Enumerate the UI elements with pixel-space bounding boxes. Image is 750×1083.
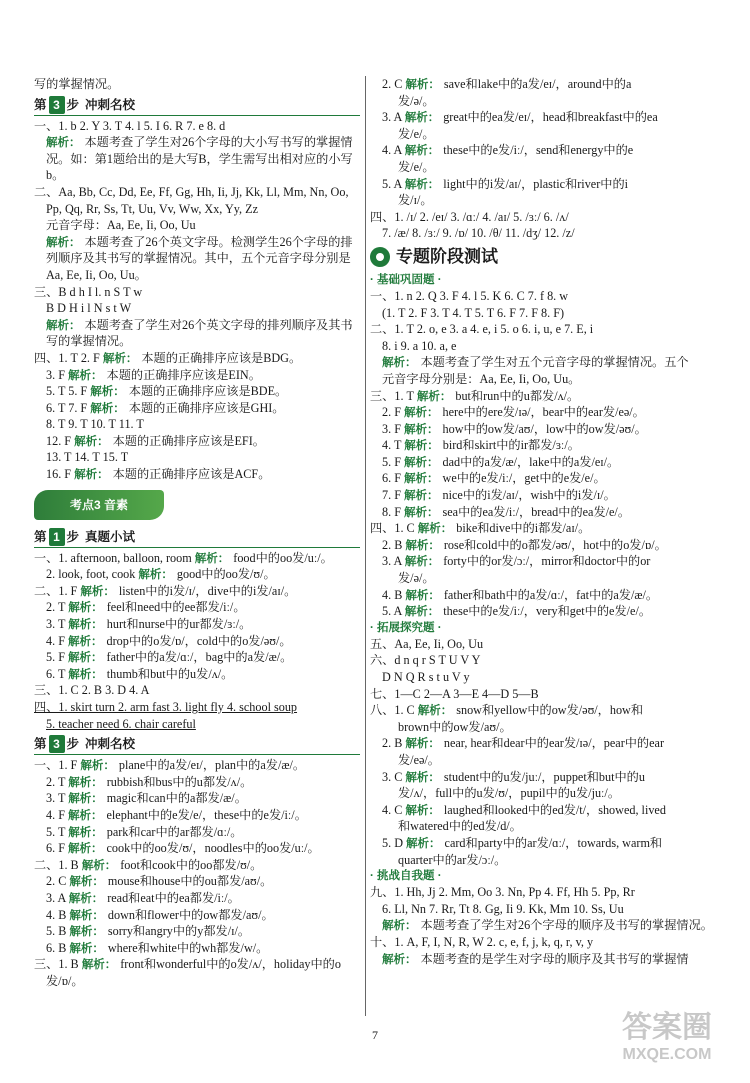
analysis-line: 解析： 本题考查的是学生对字母的顺序及其书写的掌握情 bbox=[382, 951, 689, 966]
answer-line: 四、1. /ɪ/ 2. /eɪ/ 3. /ɑː/ 4. /aɪ/ 5. /ɜː/ 6. /ʌ/ bbox=[370, 209, 569, 224]
analysis-line: 况。如：第1题给出的是大写B，学生需写出相对应的小写 bbox=[46, 151, 353, 166]
section-header bbox=[34, 95, 360, 116]
answer-line: 5. T 5. F 解析： 本题的正确排序应该是BDE。 bbox=[46, 384, 288, 399]
analysis-line: 写的掌握情况。 bbox=[46, 334, 132, 349]
answer-line: 六、d n q r S T U V Y bbox=[370, 653, 481, 668]
analysis-line: Aa, Ee, Ii, Oo, Uu。 bbox=[46, 267, 147, 282]
answer-line: 8. T 9. T 10. T 11. T bbox=[46, 417, 144, 432]
answer-line: 八、1. C 解析： snow和yellow中的ow发/əʊ/，how和 bbox=[370, 703, 644, 718]
answer-line: 5. D 解析： card和party中的ar发/ɑː/，towards, warm和 bbox=[382, 835, 663, 850]
answer-line: 2. look, foot, cook 解析： good中的oo发/ʊ/。 bbox=[46, 567, 276, 582]
column-divider bbox=[365, 76, 366, 1016]
watermark-text: 答案圈 bbox=[622, 1011, 712, 1044]
answer-line: 四、1. T 2. F 解析： 本题的正确排序应该是BDG。 bbox=[34, 350, 302, 365]
analysis-line: 解析： 本题考查了学生对26个字母的顺序及书写的掌握情况。 bbox=[382, 918, 713, 933]
topic-banner bbox=[34, 487, 360, 523]
answer-line: Pp, Qq, Rr, Ss, Tt, Uu, Vv, Ww, Xx, Yy, Zz bbox=[46, 201, 259, 216]
answer-line: 2. C 解析： mouse和house中的ou都发/aʊ/。 bbox=[46, 874, 273, 889]
answer-line: 一、1. F 解析： plane中的a发/eɪ/，plan中的a发/æ/。 bbox=[34, 758, 306, 773]
answer-line: 三、1. B 解析： front和wonderful中的o发/ʌ/，holiday中的o bbox=[34, 957, 341, 972]
analysis-line: 列顺序及其书写的掌握情况。其中，五个元音字母分别是 bbox=[46, 251, 351, 266]
step-suffix: 步 bbox=[66, 97, 80, 112]
answer-line: 16. F 解析： 本题的正确排序应该是ACF。 bbox=[46, 467, 271, 482]
answer-line: 发/ʌ/，full中的u发/ʊ/，pupil中的u发/juː/。 bbox=[398, 786, 621, 801]
answer-line: 发/ə/。 bbox=[398, 93, 435, 108]
answer-line: 6. T 7. F 解析： 本题的正确排序应该是GHI。 bbox=[46, 400, 285, 415]
subsection-label: · 拓展探究题 · bbox=[370, 621, 442, 634]
title-text: 专题阶段测试 bbox=[396, 246, 498, 266]
answer-line: 4. C 解析： laughed和looked中的ed发/t/，showed, lived bbox=[382, 802, 666, 817]
answer-line: 5. T 解析： park和car中的ar都发/ɑː/。 bbox=[46, 824, 243, 839]
subsection-label: · 挑战自我题 · bbox=[370, 870, 442, 883]
answer-line: 三、1. T 解析： but和run中的u都发/ʌ/。 bbox=[370, 388, 580, 403]
answer-line: 发/eə/。 bbox=[398, 752, 440, 767]
page-number: 7 bbox=[372, 1028, 378, 1042]
answer-line: 2. F 解析： here中的ere发/ɪə/，bear中的ear发/eə/。 bbox=[382, 405, 645, 420]
answer-line: 元音字母：Aa, Ee, Ii, Oo, Uu bbox=[46, 218, 196, 233]
answer-line: 4. F 解析： drop中的o发/ɒ/，cold中的o发/əʊ/。 bbox=[46, 633, 292, 648]
answer-line: 7. F 解析： nice中的i发/aɪ/，wish中的i发/ɪ/。 bbox=[382, 488, 616, 503]
title-circle-icon bbox=[370, 247, 390, 267]
answer-line: D N Q R s t u V y bbox=[382, 670, 470, 684]
analysis-label: 解析： bbox=[46, 137, 81, 150]
answer-line: 6. F 解析： cook中的oo发/ʊ/，noodles中的oo发/uː/。 bbox=[46, 841, 320, 856]
answer-line: 6. F 解析： we中的e发/iː/，get中的e发/e/。 bbox=[382, 471, 606, 486]
step-number-badge: 3 bbox=[49, 735, 65, 753]
answer-line: 2. C 解析： save和lake中的a发/eɪ/，around中的a bbox=[382, 77, 632, 91]
answer-line: 5. teacher need 6. chair careful bbox=[46, 716, 196, 731]
answer-line: 8. i 9. a 10. a, e bbox=[382, 338, 457, 353]
analysis-label: 解析： bbox=[46, 236, 81, 249]
answer-line: 发/ɪ/。 bbox=[398, 193, 433, 208]
answer-line: 12. F 解析： 本题的正确排序应该是EFI。 bbox=[46, 433, 265, 448]
answer-line: 3. F 解析： how中的ow发/aʊ/，low中的ow发/əʊ/。 bbox=[382, 421, 647, 436]
answer-line: 4. A 解析： these中的e发/iː/，send和energy中的e bbox=[382, 143, 634, 158]
page-title bbox=[370, 244, 716, 270]
answer-line: 4. B 解析： down和flower中的ow都发/aʊ/。 bbox=[46, 907, 274, 922]
answer-line: 十、1. A, F, I, N, R, W 2. c, e, f, j, k, q, r, v, y bbox=[370, 934, 594, 949]
analysis-line: 元音字母分别是：Aa, Ee, Ii, Oo, Uu。 bbox=[382, 371, 581, 386]
analysis-line: 解析： 本题考查了学生对26个字母的大小写书写的掌握情 bbox=[46, 135, 353, 150]
answer-line: 4. T 解析： bird和skirt中的ir都发/ɜː/。 bbox=[382, 438, 580, 453]
answer-line: 一、1. b 2. Y 3. T 4. l 5. I 6. R 7. e 8. d bbox=[34, 118, 226, 133]
step-prefix: 第 bbox=[34, 97, 47, 112]
section-header: 第 3 步 冲刺名校 bbox=[34, 734, 360, 755]
answer-line: 三、1. C 2. B 3. D 4. A bbox=[34, 683, 150, 698]
answer-line: 5. A 解析： light中的i发/aɪ/，plastic和river中的i bbox=[382, 176, 629, 191]
analysis-line: 解析： 本题考查了26个英文字母。检测学生26个字母的排 bbox=[46, 234, 353, 249]
answer-line: 2. T 解析： feel和need中的ee都发/iː/。 bbox=[46, 600, 246, 615]
answer-line: brown中的ow发/aʊ/。 bbox=[398, 719, 512, 734]
answer-line: 5. F 解析： dad中的a发/æ/，lake中的a发/eɪ/。 bbox=[382, 454, 620, 469]
section-title: 冲刺名校 bbox=[85, 737, 136, 752]
answer-line: 二、Aa, Bb, Cc, Dd, Ee, Ff, Gg, Hh, Ii, Jj, Kk, Ll, Mm, Nn, Oo, bbox=[34, 184, 349, 199]
step-number-badge: 1 bbox=[49, 528, 65, 546]
answer-line: 4. B 解析： father和bath中的a发/ɑː/，fat中的a发/æ/。 bbox=[382, 587, 659, 602]
watermark-logo bbox=[602, 1011, 732, 1069]
answer-line: 发/e/。 bbox=[398, 159, 435, 174]
right-column bbox=[370, 76, 716, 967]
answer-line: 四、1. C 解析： bike和dive中的i都发/aɪ/。 bbox=[370, 521, 591, 536]
answer-line: 二、1. T 2. o, e 3. a 4. e, i 5. o 6. i, u, e 7. E, i bbox=[370, 322, 594, 337]
answer-line: 6. T 解析： thumb和but中的u发/ʌ/。 bbox=[46, 666, 234, 681]
answer-line: 发/ə/。 bbox=[398, 571, 435, 586]
answer-line: B D H i l N s t W bbox=[46, 301, 132, 316]
answer-line: 3. A 解析： read和eat中的ea都发/iː/。 bbox=[46, 890, 240, 905]
answer-line: 一、1. afternoon, balloon, room 解析： food中的oo发/uː/。 bbox=[34, 550, 333, 565]
answer-line: (1. T 2. F 3. T 4. T 5. T 6. F 7. F 8. F) bbox=[382, 305, 565, 320]
answer-line: 和watered中的ed发/d/。 bbox=[398, 819, 522, 834]
answer-line: 四、1. skirt turn 2. arm fast 3. light fly 4. school soup bbox=[34, 700, 298, 714]
answer-line: 6. Ll, Nn 7. Rr, Tt 8. Gg, Ii 9. Kk, Mm 10. Ss, Uu bbox=[382, 901, 624, 916]
leaf-banner-icon: 考点3 音素 bbox=[34, 490, 164, 520]
answer-line: 5. A 解析： these中的e发/iː/，very和get中的e发/e/。 bbox=[382, 604, 652, 619]
section-title: 真题小试 bbox=[85, 529, 136, 544]
answer-line: 3. A 解析： forty中的or发/ɔː/，mirror和doctor中的or bbox=[382, 554, 651, 569]
answer-line: 4. F 解析： elephant中的e发/e/，these中的e发/iː/。 bbox=[46, 807, 307, 822]
subsection-label: · 基础巩固题 · bbox=[370, 273, 442, 286]
answer-line: 五、Aa, Ee, Ii, Oo, Uu bbox=[370, 636, 484, 651]
analysis-line: b。 bbox=[46, 168, 65, 183]
answer-line: 2. B 解析： rose和cold中的o都发/əʊ/，hot中的o发/ɒ/。 bbox=[382, 537, 667, 552]
text-line: 写的掌握情况。 bbox=[34, 77, 120, 91]
answer-line: 6. B 解析： where和white中的wh都发/w/。 bbox=[46, 940, 269, 955]
answer-line: 3. T 解析： hurt和nurse中的ur都发/ɜː/。 bbox=[46, 617, 252, 632]
answer-line: quarter中的ar发/ɔː/。 bbox=[398, 852, 507, 867]
answer-line: 三、B d h I l. n S T w bbox=[34, 284, 143, 299]
step-number-badge: 3 bbox=[49, 96, 65, 114]
answer-line: 3. A 解析： great中的ea发/eɪ/，head和breakfast中的ea bbox=[382, 110, 658, 125]
answer-line: 发/e/。 bbox=[398, 126, 435, 141]
answer-line: 七、1—C 2—A 3—E 4—D 5—B bbox=[370, 686, 539, 701]
answer-line: 二、1. B 解析： foot和cook中的oo都发/ʊ/。 bbox=[34, 857, 263, 872]
answer-line: 13. T 14. T 15. T bbox=[46, 450, 129, 465]
analysis-line: 解析： 本题考查了学生对五个元音字母的掌握情况。五个 bbox=[382, 355, 689, 370]
answer-line: 7. /æ/ 8. /ɜː/ 9. /ɒ/ 10. /θ/ 11. /dʒ/ 12. /z/ bbox=[382, 226, 575, 241]
answer-line: 3. C 解析： student中的u发/juː/，puppet和but中的u bbox=[382, 769, 645, 784]
left-column bbox=[34, 76, 360, 990]
answer-line: 一、1. n 2. Q 3. F 4. l 5. K 6. C 7. f 8. w bbox=[370, 288, 569, 303]
watermark-url: MXQE.COM bbox=[622, 1046, 712, 1063]
answer-line: 发/ɒ/。 bbox=[46, 973, 84, 988]
analysis-label: 解析： bbox=[46, 319, 81, 332]
section-header: 第 1 步 真题小试 bbox=[34, 527, 360, 548]
answer-line: 2. T 解析： rubbish和bus中的u都发/ʌ/。 bbox=[46, 774, 253, 789]
answer-line: 九、1. Hh, Jj 2. Mm, Oo 3. Nn, Pp 4. Ff, Hh 5. Pp, Rr bbox=[370, 885, 635, 900]
section-title: 冲刺名校 bbox=[85, 97, 136, 112]
answer-line: 8. F 解析： sea中的ea发/iː/，bread中的ea发/e/。 bbox=[382, 504, 631, 519]
answer-line: 2. B 解析： near, hear和dear中的ear发/ɪə/，pear中的ear bbox=[382, 736, 664, 751]
answer-line: 3. F 解析： 本题的正确排序应该是EIN。 bbox=[46, 367, 261, 382]
answer-line: 5. F 解析： father中的a发/ɑː/，bag中的a发/æ/。 bbox=[46, 650, 293, 665]
answer-line: 二、1. F 解析： listen中的i发/ɪ/，dive中的i发/aɪ/。 bbox=[34, 583, 297, 598]
answer-line: 3. T 解析： magic和can中的a都发/æ/。 bbox=[46, 791, 247, 806]
analysis-line: 解析： 本题考查了学生对26个英文字母的排列顺序及其书 bbox=[46, 317, 353, 332]
answer-line: 5. B 解析： sorry和angry中的y都发/ɪ/。 bbox=[46, 924, 251, 939]
